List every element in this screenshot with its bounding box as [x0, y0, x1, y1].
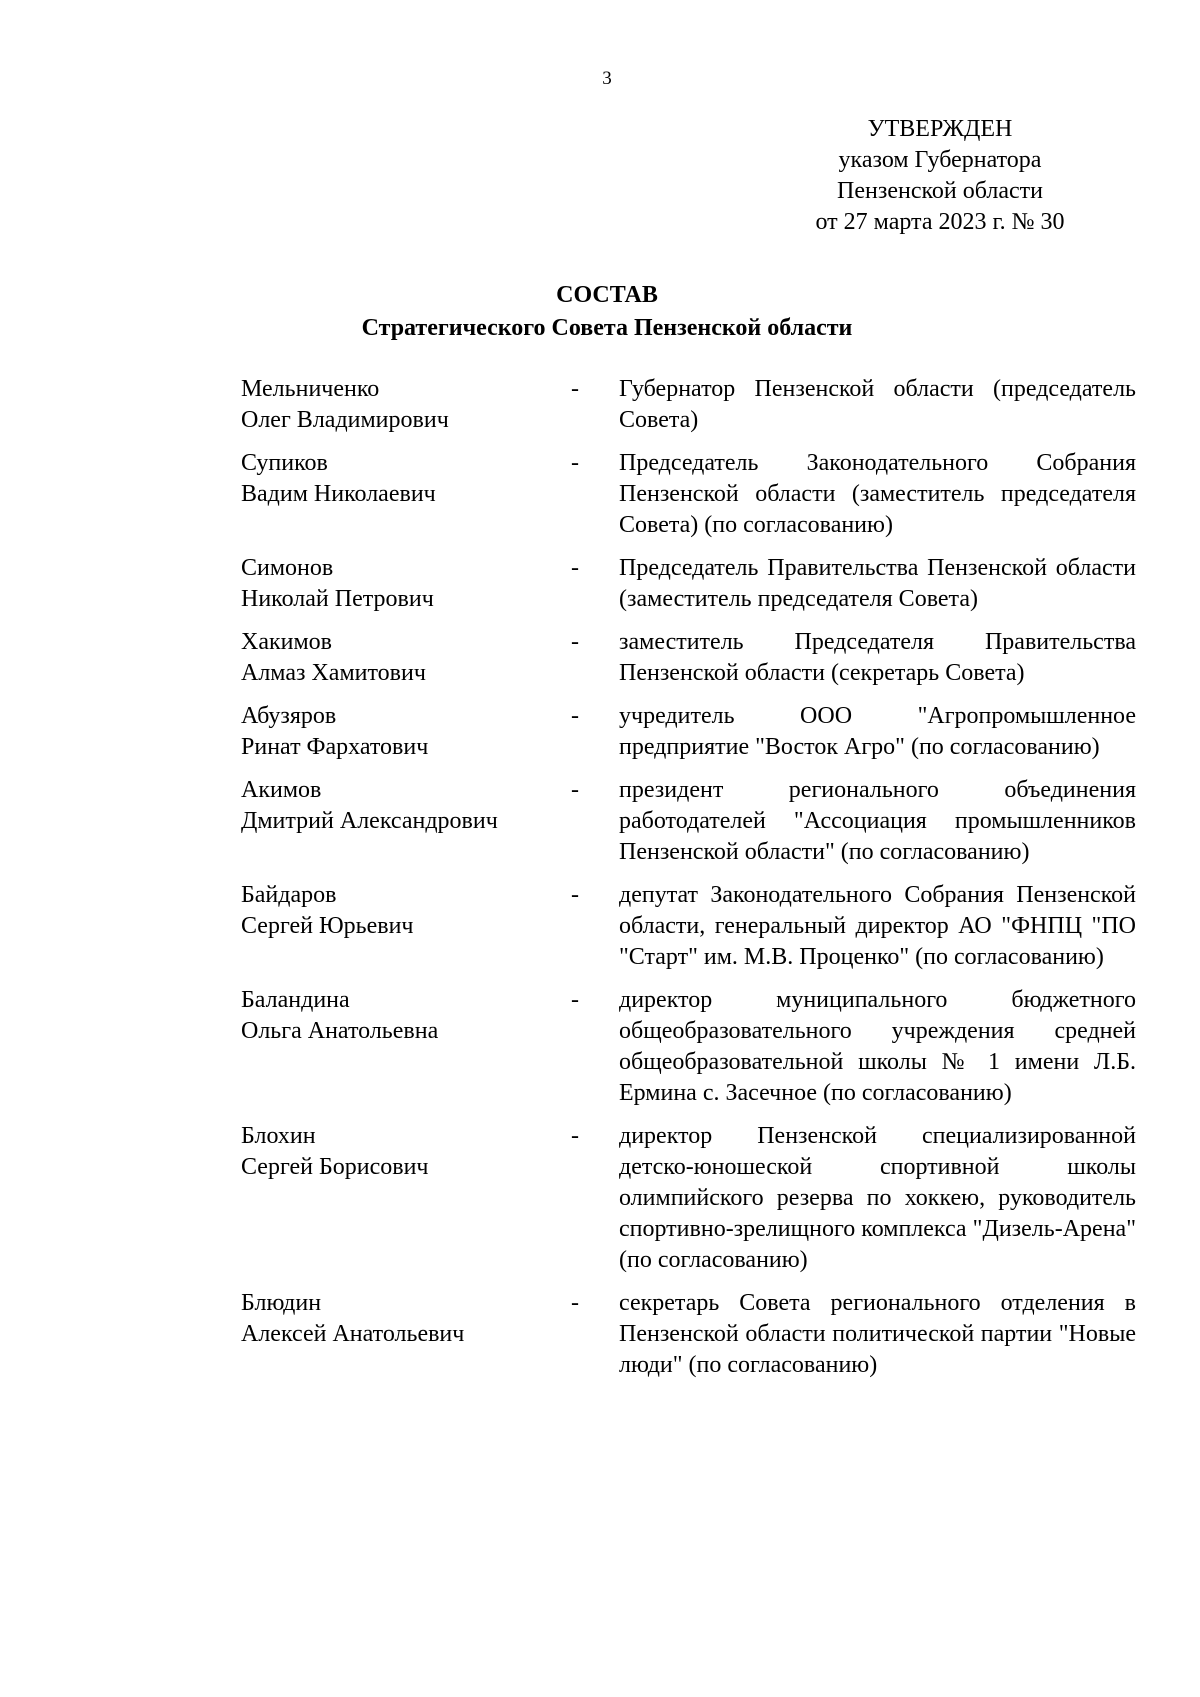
approval-stamp — [760, 114, 1120, 238]
page-number: 3 — [602, 68, 612, 89]
member-role: депутат Законодательного Собрания Пензенской области, генеральный директор АО "ФНПЦ "ПО "Старт" им. М.В. Проценко" (по согласованию) — [619, 882, 1136, 970]
member-name — [241, 1121, 571, 1276]
member-name — [241, 775, 571, 868]
member-given-names: Ольга Анатольевна — [241, 1018, 439, 1044]
member-row — [241, 1288, 1136, 1381]
member-role: учредитель ООО "Агропромышленное предприятие "Восток Агро" (по согласованию) — [619, 703, 1136, 760]
member-dash: - — [571, 882, 579, 908]
member-given-names: Ринат Фархатович — [241, 734, 429, 760]
member-name — [241, 1288, 571, 1381]
member-dash: - — [571, 376, 579, 402]
approval-heading: УТВЕРЖДЕН — [867, 116, 1013, 142]
member-role: президент регионального объединения работодателей "Ассоциация промышленников Пензенской области" (по согласованию) — [619, 777, 1136, 865]
member-given-names: Вадим Николаевич — [241, 481, 436, 507]
member-name — [241, 374, 571, 436]
member-given-names: Сергей Юрьевич — [241, 913, 414, 939]
member-surname: Абузяров — [241, 703, 337, 729]
member-surname: Акимов — [241, 777, 322, 803]
member-surname: Блюдин — [241, 1290, 322, 1316]
title-heading: СОСТАВ — [556, 282, 658, 308]
member-surname: Мельниченко — [241, 376, 380, 402]
member-surname: Баландина — [241, 987, 350, 1013]
member-surname: Симонов — [241, 555, 334, 581]
member-dash: - — [571, 1290, 579, 1316]
member-role: Председатель Законодательного Собрания Пензенской области (заместитель председателя Совета) (по согласованию) — [619, 450, 1136, 538]
member-row — [241, 374, 1136, 436]
document-title — [0, 279, 1200, 345]
member-given-names: Дмитрий Александрович — [241, 808, 498, 834]
member-dash: - — [571, 703, 579, 729]
member-role: заместитель Председателя Правительства Пензенской области (секретарь Совета) — [619, 629, 1136, 686]
member-dash: - — [571, 629, 579, 655]
member-surname: Байдаров — [241, 882, 337, 908]
approval-line: указом Губернатора — [838, 147, 1042, 173]
member-row — [241, 627, 1136, 689]
member-dash: - — [571, 555, 579, 581]
member-name — [241, 627, 571, 689]
member-given-names: Сергей Борисович — [241, 1154, 429, 1180]
approval-date: от 27 марта 2023 г. № 30 — [815, 209, 1065, 235]
member-surname: Супиков — [241, 450, 328, 476]
title-subheading: Стратегического Совета Пензенской области — [361, 315, 853, 341]
member-row — [241, 880, 1136, 973]
member-dash: - — [571, 450, 579, 476]
member-name — [241, 553, 571, 615]
member-name — [241, 985, 571, 1109]
member-row — [241, 701, 1136, 763]
member-dash: - — [571, 1123, 579, 1149]
member-name — [241, 701, 571, 763]
member-role: директор муниципального бюджетного общеобразовательного учреждения средней общеобразовательной школы № 1 имени Л.Б. Ермина с. Засечное (по согласованию) — [619, 987, 1136, 1106]
member-given-names: Алмаз Хамитович — [241, 660, 426, 686]
member-surname: Блохин — [241, 1123, 316, 1149]
member-role: Председатель Правительства Пензенской области (заместитель председателя Совета) — [619, 555, 1136, 612]
member-given-names: Николай Петрович — [241, 586, 434, 612]
member-role: Губернатор Пензенской области (председатель Совета) — [619, 376, 1136, 433]
member-row — [241, 448, 1136, 541]
member-row — [241, 553, 1136, 615]
member-dash: - — [571, 777, 579, 803]
member-name — [241, 880, 571, 973]
approval-line: Пензенской области — [837, 178, 1043, 204]
member-name — [241, 448, 571, 541]
member-given-names: Олег Владимирович — [241, 407, 449, 433]
members-list — [241, 374, 1136, 1393]
member-role: секретарь Совета регионального отделения в Пензенской области политической партии "Новые люди" (по согласованию) — [619, 1290, 1136, 1378]
member-given-names: Алексей Анатольевич — [241, 1321, 465, 1347]
member-row — [241, 985, 1136, 1109]
member-role: директор Пензенской специализированной детско-юношеской спортивной школы олимпийского резерва по хоккею, руководитель спортивно-зрелищного комплекса "Дизель-Арена" (по согласованию) — [619, 1123, 1136, 1273]
member-dash: - — [571, 987, 579, 1013]
member-row — [241, 1121, 1136, 1276]
member-row — [241, 775, 1136, 868]
member-surname: Хакимов — [241, 629, 333, 655]
